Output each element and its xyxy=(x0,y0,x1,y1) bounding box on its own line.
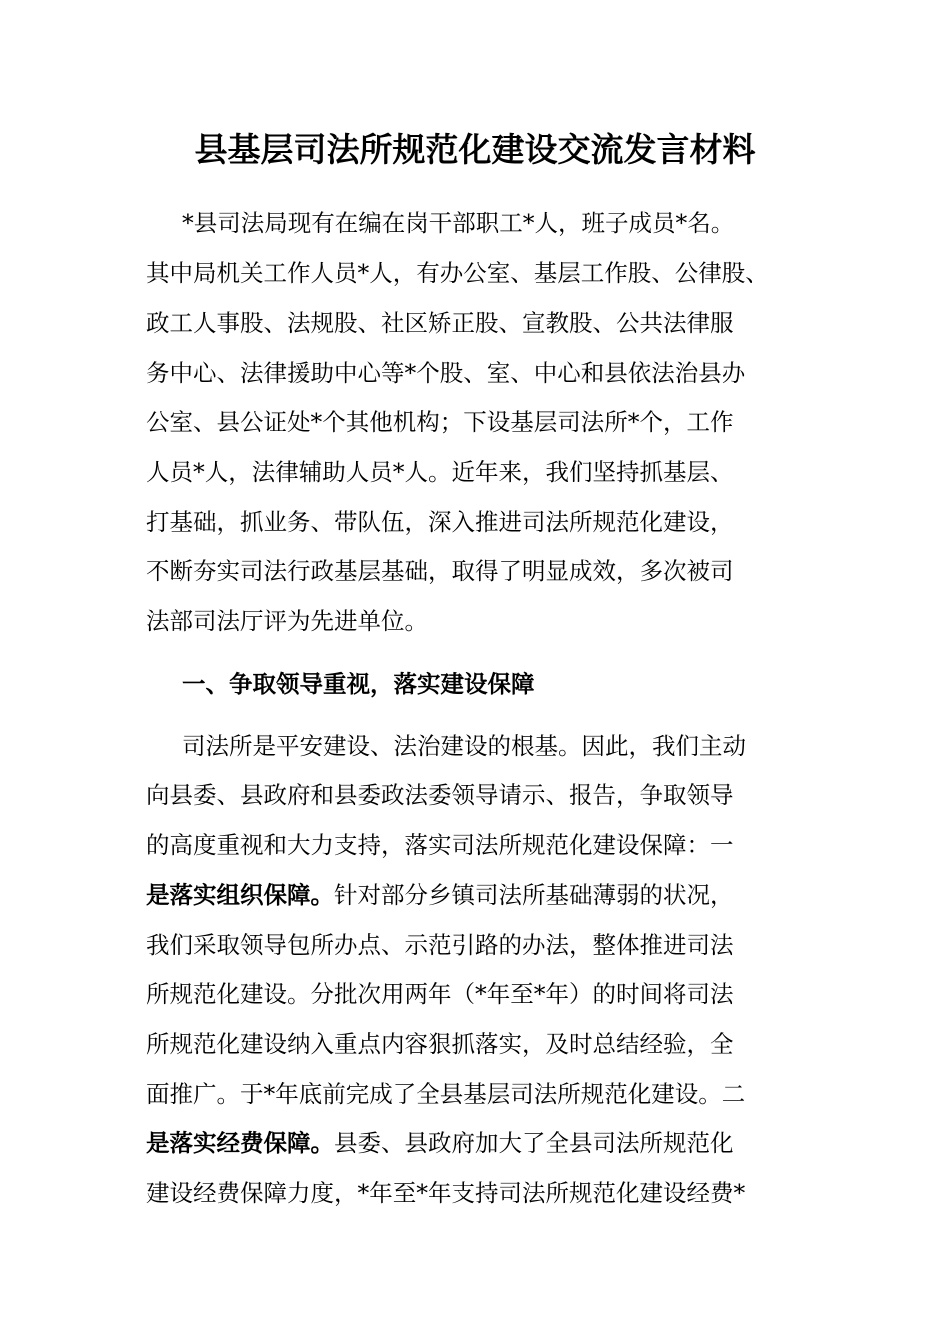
paragraph-line: 所规范化建设纳入重点内容狠抓落实，及时总结经验，全 xyxy=(146,1030,734,1058)
section-heading: 一、争取领导重视，落实建设保障 xyxy=(182,670,535,698)
bold-lead-text: 是落实经费保障。 xyxy=(146,1129,334,1157)
paragraph-line: 打基础，抓业务、带队伍，深入推进司法所规范化建设， xyxy=(146,508,734,536)
paragraph-line: 我们采取领导包所办点、示范引路的办法，整体推进司法 xyxy=(146,931,734,959)
paragraph-line: 建设经费保障力度，*年至*年支持司法所规范化建设经费* xyxy=(146,1179,746,1207)
paragraph-line: 向县委、县政府和县委政法委领导请示、报告，争取领导 xyxy=(146,781,734,809)
paragraph-line: 法部司法厅评为先进单位。 xyxy=(146,607,428,635)
paragraph-line: 的高度重视和大力支持，落实司法所规范化建设保障：一 xyxy=(146,831,734,859)
paragraph-line: 务中心、法律援助中心等*个股、室、中心和县依法治县办 xyxy=(146,359,746,387)
line-text: 针对部分乡镇司法所基础薄弱的状况， xyxy=(334,881,734,909)
paragraph-line: *县司法局现有在编在岗干部职工*人，班子成员*名。 xyxy=(182,209,735,237)
paragraph-line: 司法所是平安建设、法治建设的根基。因此，我们主动 xyxy=(182,732,746,760)
paragraph-line xyxy=(146,875,836,915)
paragraph-line xyxy=(146,1123,836,1163)
paragraph-line: 所规范化建设。分批次用两年（*年至*年）的时间将司法 xyxy=(146,980,734,1008)
line-text: 县委、县政府加大了全县司法所规范化 xyxy=(334,1129,734,1157)
paragraph-line: 人员*人，法律辅助人员*人。近年来，我们坚持抓基层、 xyxy=(146,458,734,486)
paragraph-line: 不断夯实司法行政基层基础，取得了明显成效，多次被司 xyxy=(146,557,734,585)
paragraph-line: 政工人事股、法规股、社区矫正股、宣教股、公共法律服 xyxy=(146,309,734,337)
document-title: 县基层司法所规范化建设交流发言材料 xyxy=(194,130,756,169)
paragraph-line: 公室、县公证处*个其他机构；下设基层司法所*个，工作 xyxy=(146,408,734,436)
paragraph-line: 面推广。于*年底前完成了全县基层司法所规范化建设。二 xyxy=(146,1080,746,1108)
bold-lead-text: 是落实组织保障。 xyxy=(146,881,334,909)
paragraph-line: 其中局机关工作人员*人，有办公室、基层工作股、公律股、 xyxy=(146,259,769,287)
